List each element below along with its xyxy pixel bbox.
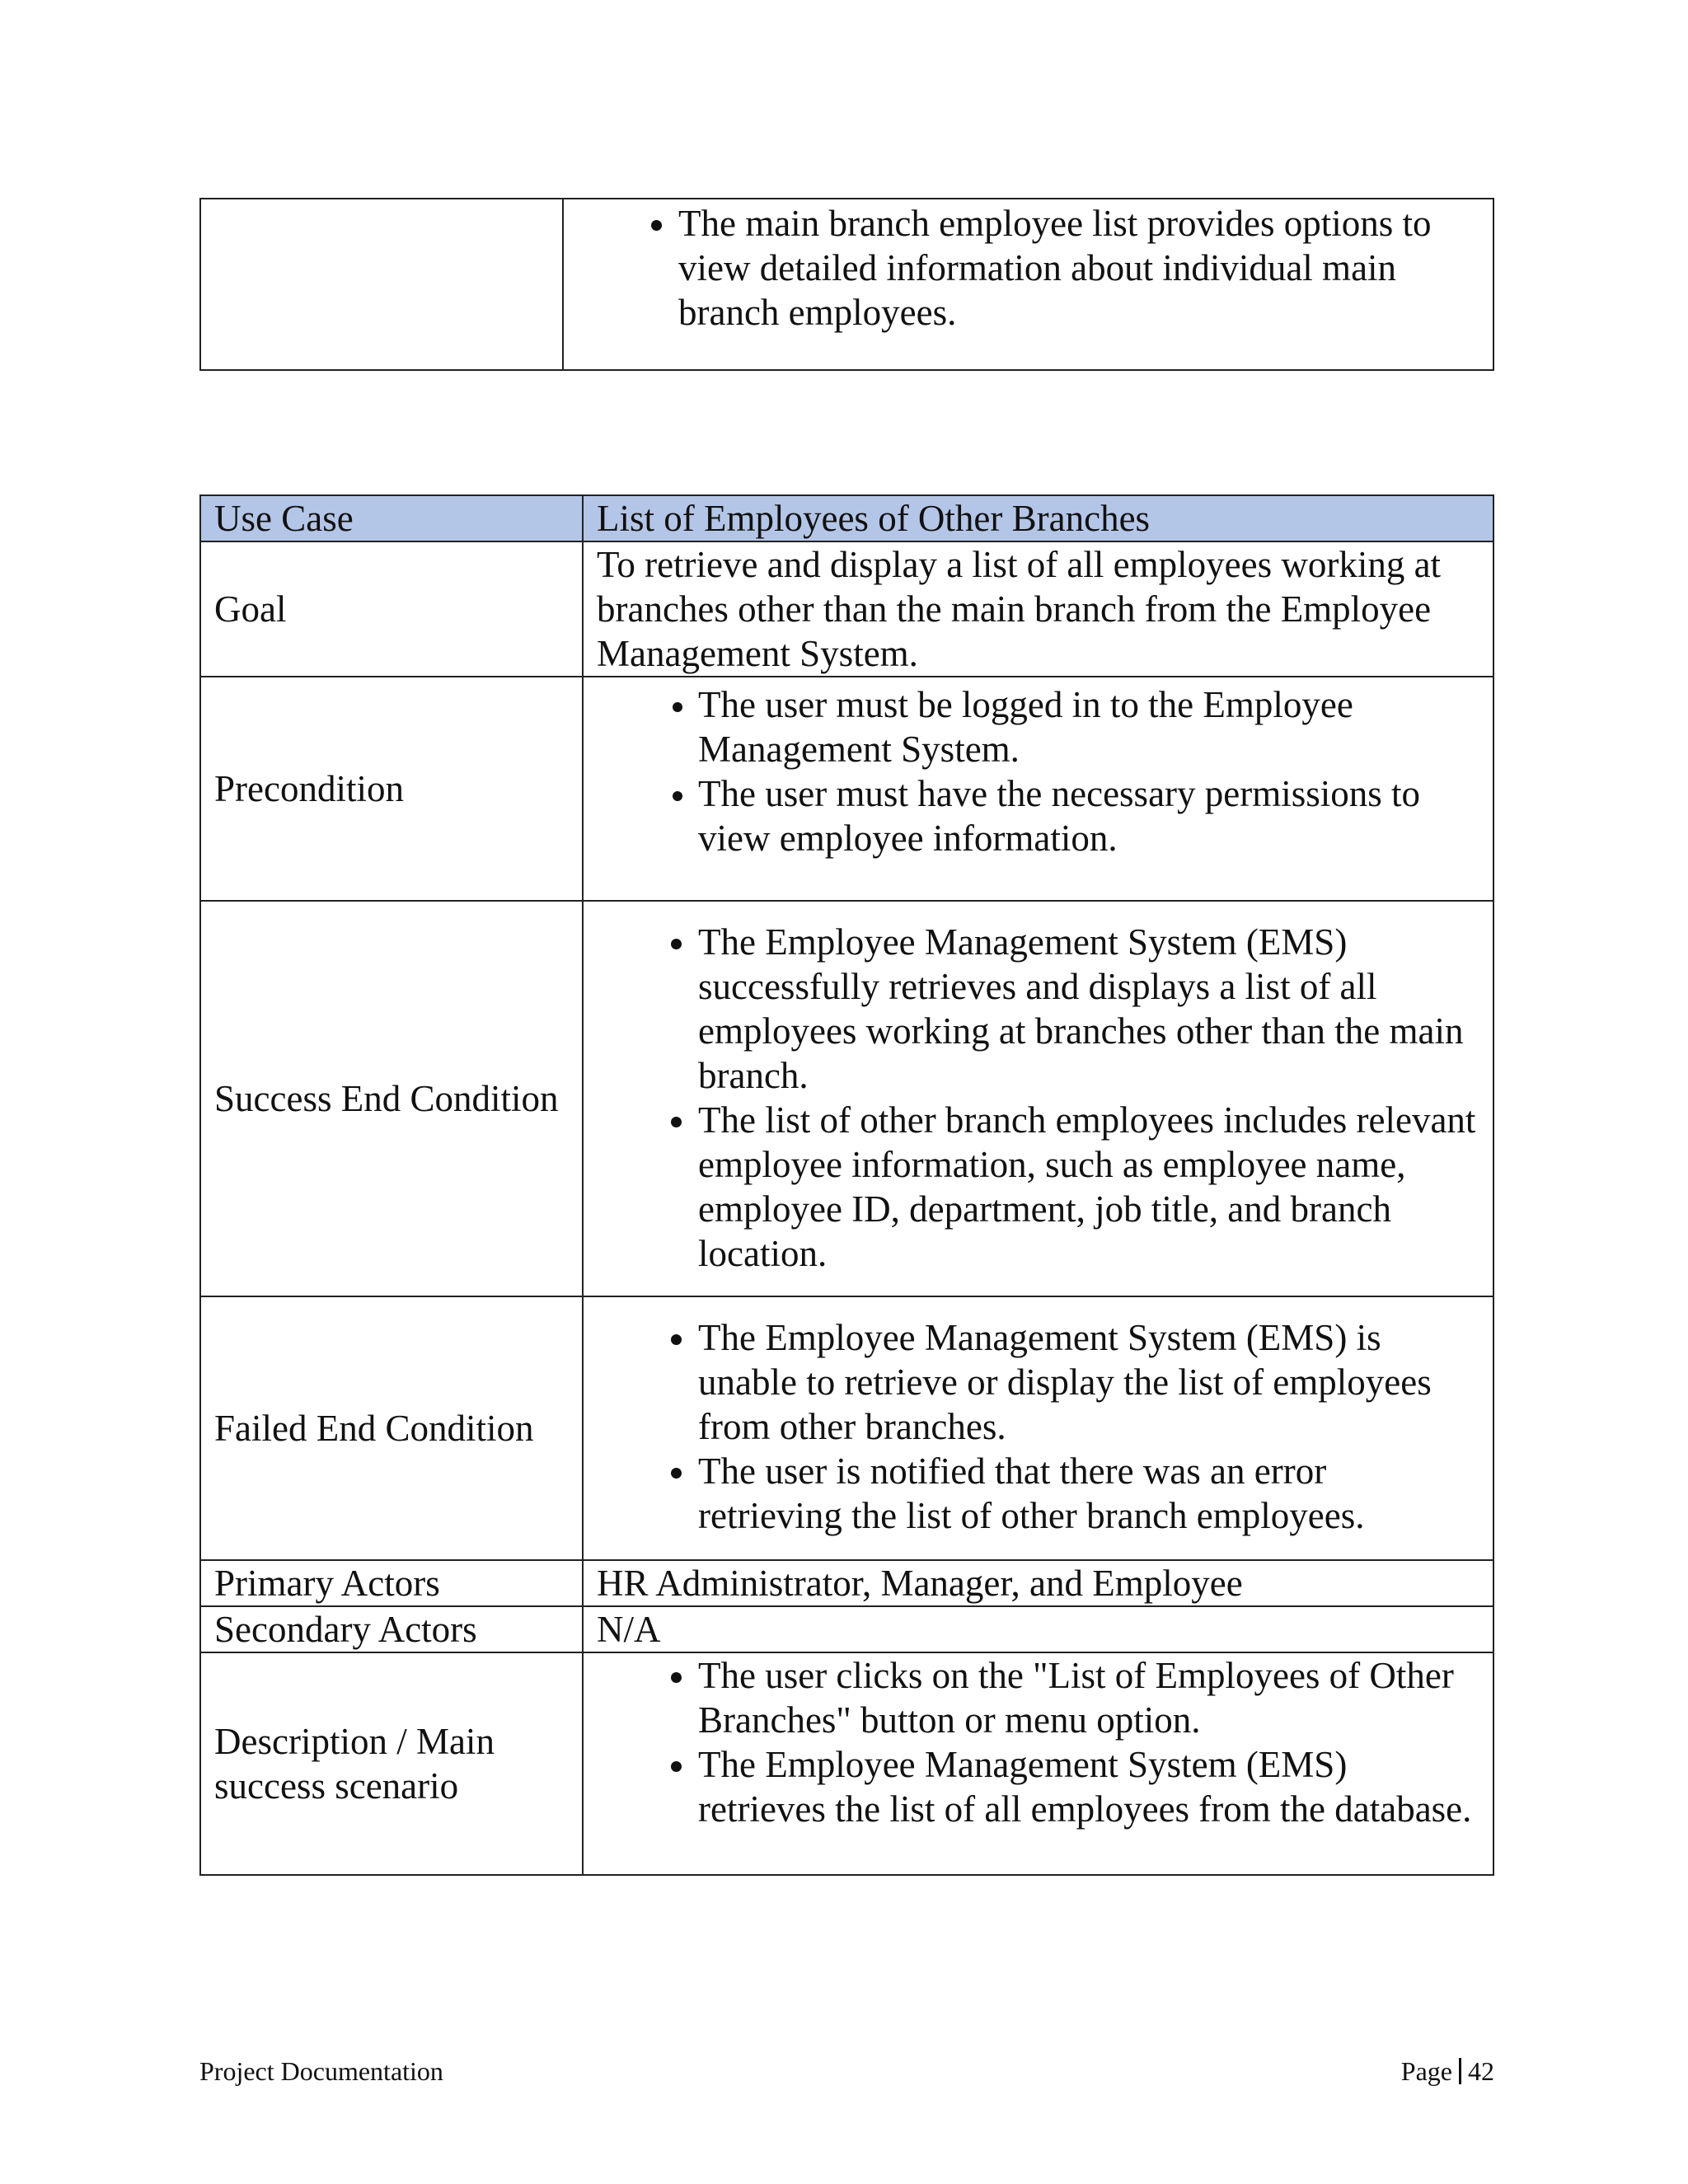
table-row-failed (200, 1296, 1493, 1560)
page-number-block (1401, 2056, 1494, 2087)
description-label: Description / Main success scenario (200, 1652, 583, 1875)
list-item: • The user must be logged in to the Employee Management System. (698, 682, 1476, 771)
page-number: 42 (1468, 2056, 1494, 2086)
continued-bullets-cell (563, 199, 1493, 370)
failed-end-label: Failed End Condition (200, 1296, 583, 1560)
goal-label: Goal (200, 541, 583, 677)
empty-label-cell (200, 199, 563, 370)
table-row (200, 199, 1493, 370)
continued-table (199, 198, 1494, 371)
failed-end-bullets (583, 1296, 1493, 1560)
success-end-bullets (583, 901, 1493, 1296)
primary-actors-label: Primary Actors (200, 1560, 583, 1606)
use-case-label: Use Case (200, 495, 583, 541)
divider (1459, 2058, 1461, 2084)
footer-title: Project Documentation (199, 2056, 443, 2086)
use-case-table (199, 494, 1494, 1876)
description-bullets (583, 1652, 1493, 1875)
list-item: • The main branch employee list provides options to view detailed information about individual main branch employees. (678, 201, 1476, 335)
success-end-label: Success End Condition (200, 901, 583, 1296)
table-row-description (200, 1652, 1493, 1875)
list-item: • The user is notified that there was an error retrieving the list of other branch employees. (698, 1449, 1476, 1538)
table-row-primary-actors (200, 1560, 1493, 1606)
list-item: • The list of other branch employees includes relevant employee information, such as employee name, employee ID, department, job title, and branch location. (698, 1098, 1476, 1276)
table-row-success (200, 901, 1493, 1296)
precondition-label: Precondition (200, 677, 583, 901)
table-row-goal (200, 541, 1493, 677)
table-header-row (200, 495, 1493, 541)
secondary-actors-label: Secondary Actors (200, 1606, 583, 1652)
page-label: Page (1400, 2056, 1452, 2086)
table-row-precondition (200, 677, 1493, 901)
list-item: • The Employee Management System (EMS) successfully retrieves and displays a list of all employees working at branches other than the main branch. (698, 920, 1476, 1098)
page-footer (199, 2056, 1494, 2087)
use-case-title: List of Employees of Other Branches (583, 495, 1493, 541)
table-row-secondary-actors (200, 1606, 1493, 1652)
list-item: • The Employee Management System (EMS) is unable to retrieve or display the list of employees from other branches. (698, 1315, 1476, 1449)
goal-value: To retrieve and display a list of all employees working at branches other than the main branch from the Employee Management System. (583, 541, 1493, 677)
primary-actors-value: HR Administrator, Manager, and Employee (583, 1560, 1493, 1606)
secondary-actors-value: N/A (583, 1606, 1493, 1652)
precondition-bullets (583, 677, 1493, 901)
list-item: • The user clicks on the "List of Employees of Other Branches" button or menu option. (698, 1653, 1476, 1742)
list-item: • The user must have the necessary permissions to view employee information. (698, 771, 1476, 860)
list-item: • The Employee Management System (EMS) retrieves the list of all employees from the database. (698, 1742, 1476, 1831)
